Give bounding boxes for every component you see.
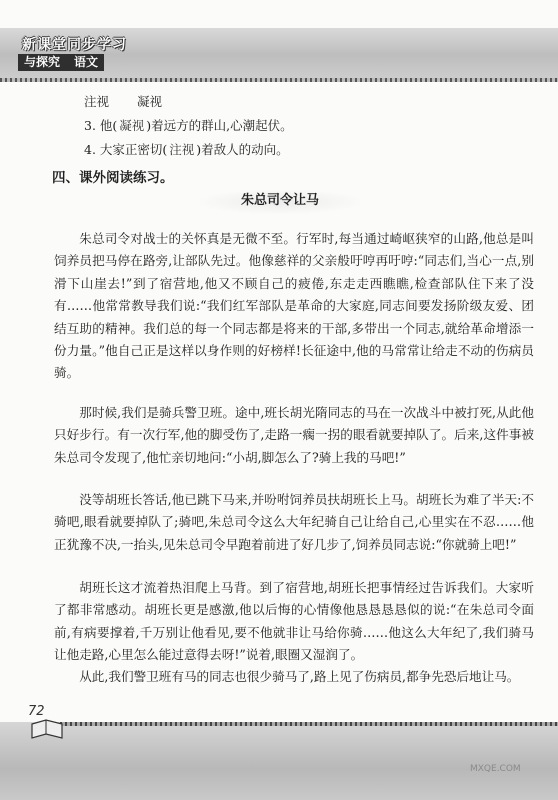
book-icon (30, 716, 64, 742)
series-subtitle: 与探究 (24, 55, 61, 69)
question-4 (84, 140, 289, 158)
word-bank (84, 92, 162, 110)
word-bank-item: 注视 (84, 94, 110, 109)
question-4-suffix: )着敌人的动向。 (196, 142, 289, 157)
series-logo (18, 34, 168, 72)
article-paragraph: 朱总司令对战士的关怀真是无微不至。行军时,每当通过崎岖狭窄的山路,他总是叫饲养员把马停在路旁,让部队先过。他像慈祥的父亲般吁哼再吁哼:“同志们,当心一点,别滑下山崖去!”到了宿营地,他又不顾自己的疲倦,东走走西瞧瞧,检查部队住下来了没有……他常常教导我们说:“我们红军部队是革命的大家庭,同志间要发扬阶级友爱、团结互助的精神。我们总的每一个同志都是将来的干部,多带出一个同志,就给革命增添一份力量。”他自己正是这样以身作则的好榜样!长征途中,他的马常常让给走不动的伤病员骑。 (54, 231, 534, 381)
series-title: 新课堂同步学习 (22, 37, 127, 53)
question-4-prefix: 4. 大家正密切( (84, 142, 168, 157)
subject-label: 语文 (74, 55, 99, 69)
word-bank-item: 凝视 (137, 94, 163, 109)
question-3-prefix: 3. 他( (84, 118, 118, 133)
article-paragraph: 没等胡班长答话,他已跳下马来,并吩咐饲养员扶胡班长上马。胡班长为难了半天:不骑吧,眼看就要掉队了;骑吧,朱总司令这么大年纪骑自己让给自己,心里实在不忍……他正犹豫不决,一抬头,见朱总司令早跑着前进了好几步了,饲养员同志说:“你就骑上吧!” (54, 492, 534, 552)
section-heading: 四、课外阅读练习。 (52, 170, 174, 186)
article-title: 朱总司令让马 (200, 190, 360, 214)
watermark: MXQE.COM (470, 764, 521, 774)
footer-band (0, 722, 558, 800)
question-4-answer: 注视 (169, 142, 195, 157)
article-paragraph: 胡班长这才流着热泪爬上马背。到了宿营地,胡班长把事情经过告诉我们。大家听了都非常感动。胡班长更是感激,他以后悔的心情像他恳恳恳恳似的说:“在朱总司令面前,有病要撑着,千万别让他看见,要不他就非让马给你骑……他这么大年纪了,我们骑马让他走路,心里怎么能过意得去呀!”说着,眼圈又湿润了。 (54, 580, 534, 663)
question-3 (84, 116, 293, 134)
page-number: 72 (28, 704, 45, 719)
article-paragraph: 那时候,我们是骑兵警卫班。途中,班长胡光隋同志的马在一次战斗中被打死,从此他只好步行。有一次行军,他的脚受伤了,走路一瘸一拐的眼看就要掉队了。后来,这件事被朱总司令发现了,他忙亲切地问:“小胡,脚怎么了?骑上我的马吧!” (54, 405, 534, 465)
article-paragraph: 从此,我们警卫班有马的同志也很少骑马了,路上见了伤病员,都争先恐后地让马。 (79, 669, 520, 684)
series-subtitle-bar (18, 54, 104, 71)
question-3-suffix: )着远方的群山,心潮起伏。 (146, 118, 293, 133)
question-3-answer: 凝视 (119, 118, 145, 133)
